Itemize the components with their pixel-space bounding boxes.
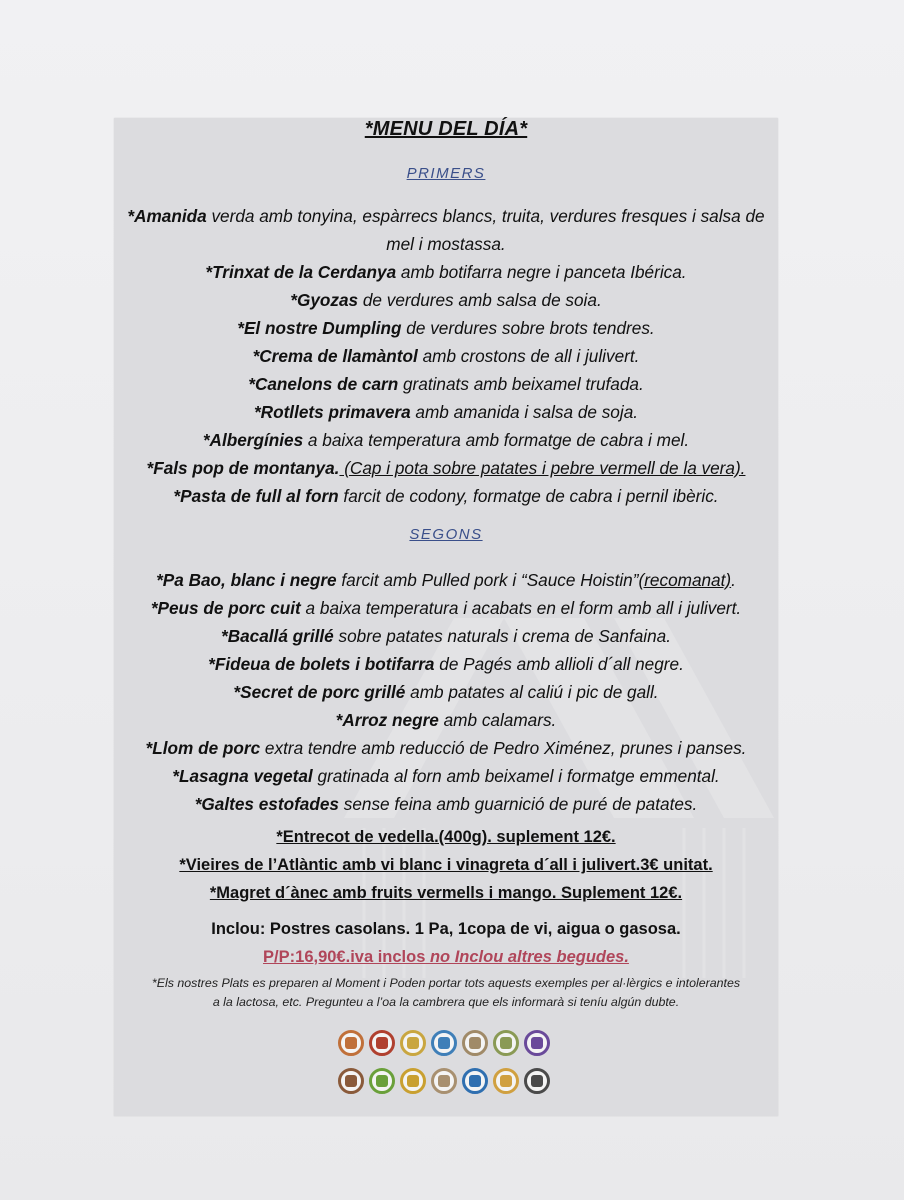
allergen-symbol: [376, 1037, 388, 1049]
dish-item: *Bacallá grillé sobre patates naturals i crema de Sanfaina.: [221, 626, 671, 646]
sesame-icon: [431, 1068, 457, 1094]
dish-item: *Trinxat de la Cerdanya amb botifarra negre i panceta Ibérica.: [205, 262, 687, 282]
menu-sheet: [114, 118, 778, 1116]
section-heading-segons: SEGONS: [409, 526, 483, 543]
lupin-icon: [493, 1068, 519, 1094]
note-line: *Els nostres Plats es preparen al Moment i Poden portar tots aquests exemples per al·lèrgics e intolerantes: [151, 976, 741, 990]
dish-item: *Canelons de carn gratinats amb beixamel trufada.: [248, 374, 644, 394]
allergen-symbol: [438, 1075, 450, 1087]
dish-item: *Fideua de bolets i botifarra de Pagés amb allioli d´all negre.: [208, 654, 684, 674]
supplement-item: *Vieires de l’Atlàntic amb vi blanc i vinagreta d´all i julivert.3€ unitat.: [179, 856, 713, 874]
allergen-symbol: [531, 1075, 543, 1087]
dish-item: *El nostre Dumpling de verdures sobre brots tendres.: [237, 318, 655, 338]
allergen-symbol: [469, 1075, 481, 1087]
dish-item: *Arroz negre amb calamars.: [335, 710, 557, 730]
allergen-icons-row: [338, 1030, 550, 1056]
dish-item: *Albergínies a baixa temperatura amb formatge de cabra i mel.: [202, 430, 690, 450]
price-line: P/P:16,90€.iva inclos no Inclou altres begudes.: [263, 948, 629, 966]
includes-line: Inclou: Postres casolans. 1 Pa, 1copa de vi, aigua o gasosa.: [211, 920, 681, 938]
supplement-item: *Entrecot de vedella.(400g). suplement 12€.: [276, 828, 616, 846]
allergen-symbol: [407, 1037, 419, 1049]
dish-item: *Fals pop de montanya. (Cap i pota sobre patates i pebre vermell de la vera).: [146, 458, 746, 478]
dish-item: *Rotllets primavera amb amanida i salsa de soja.: [253, 402, 639, 422]
crustaceans-icon: [369, 1030, 395, 1056]
molluscs-icon: [524, 1068, 550, 1094]
allergen-symbol: [500, 1075, 512, 1087]
allergen-symbol: [469, 1037, 481, 1049]
fish-icon: [431, 1030, 457, 1056]
dish-item: *Galtes estofades sense feina amb guarnició de puré de patates.: [194, 794, 698, 814]
sulphites-icon: [462, 1068, 488, 1094]
note-line: a la lactosa, etc. Pregunteu a l’oa la cambrera que els informarà si teníu algún dubte.: [212, 995, 680, 1009]
dish-item: *Peus de porc cuit a baixa temperatura i acabats en el form amb all i julivert.: [150, 598, 742, 618]
eggs-icon: [400, 1030, 426, 1056]
allergen-note: [114, 974, 778, 1012]
section-heading-primers: PRIMERS: [406, 165, 486, 182]
dish-item: *Llom de porc extra tendre amb reducció de Pedro Ximénez, prunes i panses.: [145, 738, 747, 758]
dish-item: *Secret de porc grillé amb patates al caliú i pic de gall.: [233, 682, 659, 702]
allergen-symbol: [531, 1037, 543, 1049]
soy-icon: [493, 1030, 519, 1056]
dish-item: *Amanida verda amb tonyina, espàrrecs blancs, truita, verdures fresques i salsa de mel i mostassa.: [127, 206, 765, 254]
dish-item: *Pasta de full al forn farcit de codony, formatge de cabra i pernil ibèric.: [173, 486, 719, 506]
allergen-symbol: [345, 1075, 357, 1087]
dish-item: *Crema de llamàntol amb crostons de all i julivert.: [252, 346, 640, 366]
nuts-icon: [338, 1068, 364, 1094]
allergen-symbol: [345, 1037, 357, 1049]
allergen-symbol: [438, 1037, 450, 1049]
gluten-icon: [338, 1030, 364, 1056]
supplement-item: *Magret d´ànec amb fruits vermells i mango. Suplement 12€.: [209, 884, 683, 902]
dish-item: *Gyozas de verdures amb salsa de soia.: [290, 290, 602, 310]
allergen-symbol: [407, 1075, 419, 1087]
allergen-symbol: [500, 1037, 512, 1049]
allergen-symbol: [376, 1075, 388, 1087]
menu-title: *MENU DEL DÍA*: [364, 118, 528, 140]
allergen-icons-row: [338, 1068, 550, 1094]
dish-item: *Lasagna vegetal gratinada al forn amb beixamel i formatge emmental.: [172, 766, 720, 786]
mustard-icon: [400, 1068, 426, 1094]
dish-item: *Pa Bao, blanc i negre farcit amb Pulled pork i “Sauce Hoistin”(recomanat).: [156, 570, 736, 590]
peanuts-icon: [462, 1030, 488, 1056]
milk-icon: [524, 1030, 550, 1056]
celery-icon: [369, 1068, 395, 1094]
